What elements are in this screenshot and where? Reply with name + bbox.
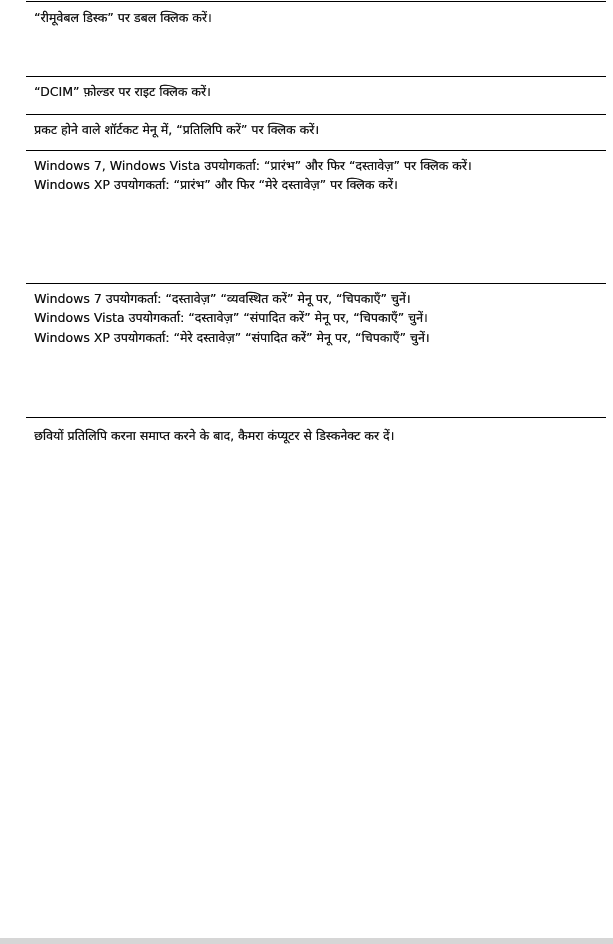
step-divider <box>26 114 606 115</box>
step-3-text: प्रकट होने वाले शॉर्टकट मेनू में, “प्रतिलिपि करें” पर क्लिक करें। <box>34 122 319 137</box>
step-4-text-line-2: Windows XP उपयोगकर्ता: “प्रारंभ” और फिर “मेरे दस्तावेज़” पर क्लिक करें। <box>34 177 398 192</box>
step-1-text: “रीमूवेबल डिस्क” पर डबल क्लिक करें। <box>34 10 212 25</box>
step-divider <box>26 76 606 77</box>
step-5-text-line-2: Windows Vista उपयोगकर्ता: “दस्तावेज़” “संपादित करें” मेनू पर, “चिपकाएँ” चुनें। <box>34 310 428 325</box>
step-2-text: “DCIM” फ़ोल्डर पर राइट क्लिक करें। <box>34 84 211 99</box>
page-bottom-bar <box>0 938 613 944</box>
step-5-text-line-1: Windows 7 उपयोगकर्ता: “दस्तावेज़” “व्यवस्थित करें” मेनू पर, “चिपकाएँ” चुनें। <box>34 291 411 306</box>
step-5-text-line-3: Windows XP उपयोगकर्ता: “मेरे दस्तावेज़” “संपादित करें” मेनू पर, “चिपकाएँ” चुनें। <box>34 330 430 345</box>
step-divider <box>26 417 606 418</box>
step-divider <box>26 1 606 2</box>
step-divider <box>26 283 606 284</box>
step-6-text: छवियों प्रतिलिपि करना समाप्त करने के बाद, कैमरा कंप्यूटर से डिस्कनेक्ट कर दें। <box>34 428 395 443</box>
step-divider <box>26 150 606 151</box>
step-4-text-line-1: Windows 7, Windows Vista उपयोगकर्ता: “प्रारंभ” और फिर “दस्तावेज़” पर क्लिक करें। <box>34 158 472 173</box>
